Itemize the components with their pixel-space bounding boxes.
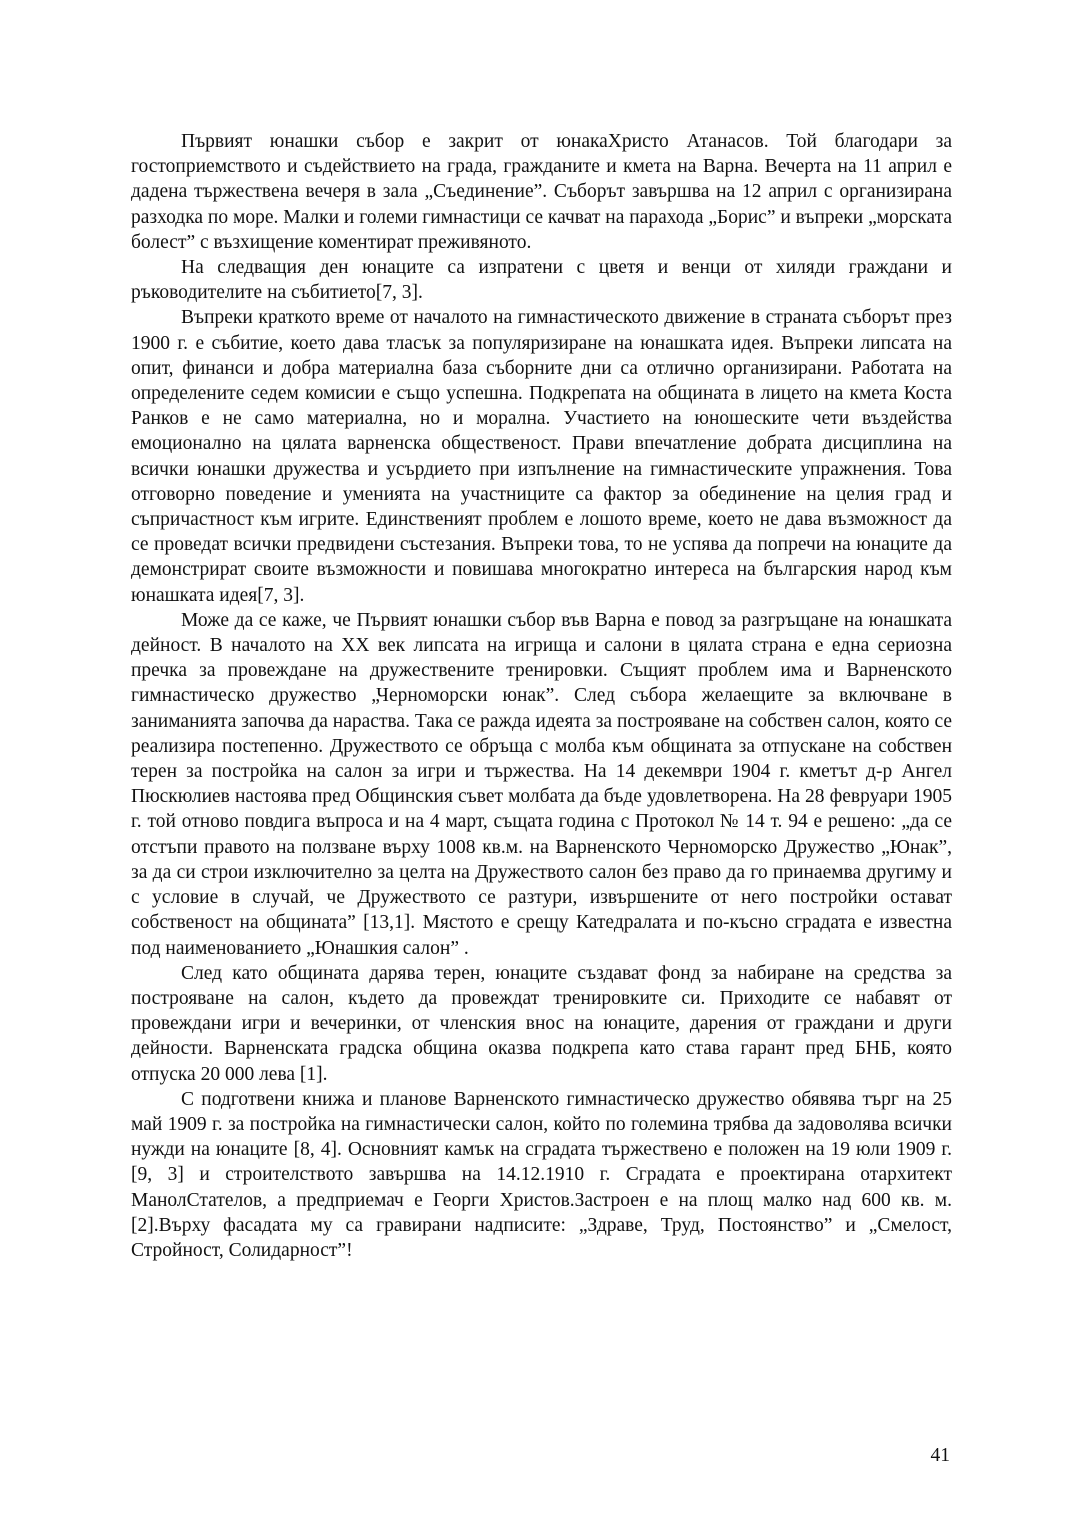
body-text — [131, 129, 952, 1263]
paragraph-assessment: Въпреки краткото време от началото на гимнастическото движение в страната съборът през 1900 г. е събитие, което дава тласък за популяризиране на юнашката идея. Въпреки липсата на опит, финанси и добра материална база съборните дни са отлично организирани. Работата на определените седем комисии е също успешна. Подкрепата на общината в лицето на кмета Коста Ранков е не само материална, но и морална. Участието на юношеските чети въздейства емоционално на цялата варненска общественост. Прави впечатление добрата дисциплина на всички юнашки дружества и усърдието при изпълнение на гимнастическите упражнения. Това отговорно поведение и уменията на участниците са фактор за обединение на целия град и съпричастност към игрите. Единственият проблем е лошото време, което не дава възможност да се проведат всички предвидени състезания. Въпреки това, то не успява да попречи на юнаците да демонстрират своите възможности и повишава многократно интереса на българския народ към юнашката идея[7, 3]. — [131, 307, 952, 606]
paragraph-funding: След като общината дарява терен, юнаците създават фонд за набиране на средства за построяване на салон, където да провеждат тренировките си. Приходите се набавят от провеждани игри и вечеринки, от членския внос на юнаците, дарения от граждани и други дейности. Варненската градска община оказва подкрепа като става гарант пред БНБ, която отпуска 20 000 лева [1]. — [131, 962, 952, 1085]
paragraph-land-grant: Може да се каже, че Първият юнашки събор във Варна е повод за разгръщане на юнашката дейност. В началото на XX век липсата на игрища и салони в цялата страна е една сериозна пречка за провеждане на дружествените тренировки. Същият проблем има и Варненското гимнастическо дружество „Черноморски юнак”. След събора желаещите за включване в заниманията започва да нараства. Така се ражда идеята за построяване на собствен салон, която се реализира постепенно. Дружеството се обръща с молба към общината за отпускане на собствен терен за постройка на салон за игри и тържества. На 14 декември 1904 г. кметът д-р Ангел Пюскюлиев настоява пред Общинския съвет молбата да бъде удовлетворена. На 28 февруари 1905 г. той отново повдига въпроса и на 4 март, същата година с Протокол № 14 т. 94 е решено: „да се отстъпи правото на ползване върху 1008 кв.м. на Варненското Черноморско Дружество „Юнак”, за да си строи изключително за целта на Дружеството салон без право да го принаемва другиму и с условие в случай, че Дружеството се разтури, извършените от него постройки остават собственост на общината” [13,1]. Мястото е срещу Катедралата и по-късно сградата е известна под наименованието „Юнашкия салон” . — [131, 609, 952, 959]
paragraph-farewell: На следващия ден юнаците са изпратени с цветя и венци от хиляди граждани и ръководителите на събитието[7, 3]. — [131, 257, 952, 304]
paragraph-construction: С подготвени книжа и планове Варненското гимнастическо дружество обявява търг на 25 май 1909 г. за постройка на гимнастически салон, който по големина трябва да задоволява всички нужди на юнаците [8, 4]. Основният камък на сградата тържествено е положен на 19 юли 1909 г. [9, 3] и строителството завършва на 14.12.1910 г. Сградата е проектирана отархитект МанолСтателов, а предприемач е Георги Христов.Застроен е на площ малко над 600 кв. м. [2].Върху фасадата му са гравирани надписите: „Здраве, Труд, Постоянство” и „Смелост, Стройност, Солидарност”! — [131, 1088, 952, 1261]
page-number: 41 — [930, 1445, 950, 1466]
paragraph-closing-ceremony: Първият юнашки събор е закрит от юнакаХристо Атанасов. Той благодари за гостоприемството и съдействието на града, гражданите и кмета на Варна. Вечерта на 11 април е дадена тържествена вечеря в зала „Съединение”. Съборът завършва на 12 април с организирана разходка по море. Малки и големи гимнастици се качват на парахода „Борис” и въпреки „морската болест” с възхищение коментират преживяното. — [131, 131, 952, 253]
